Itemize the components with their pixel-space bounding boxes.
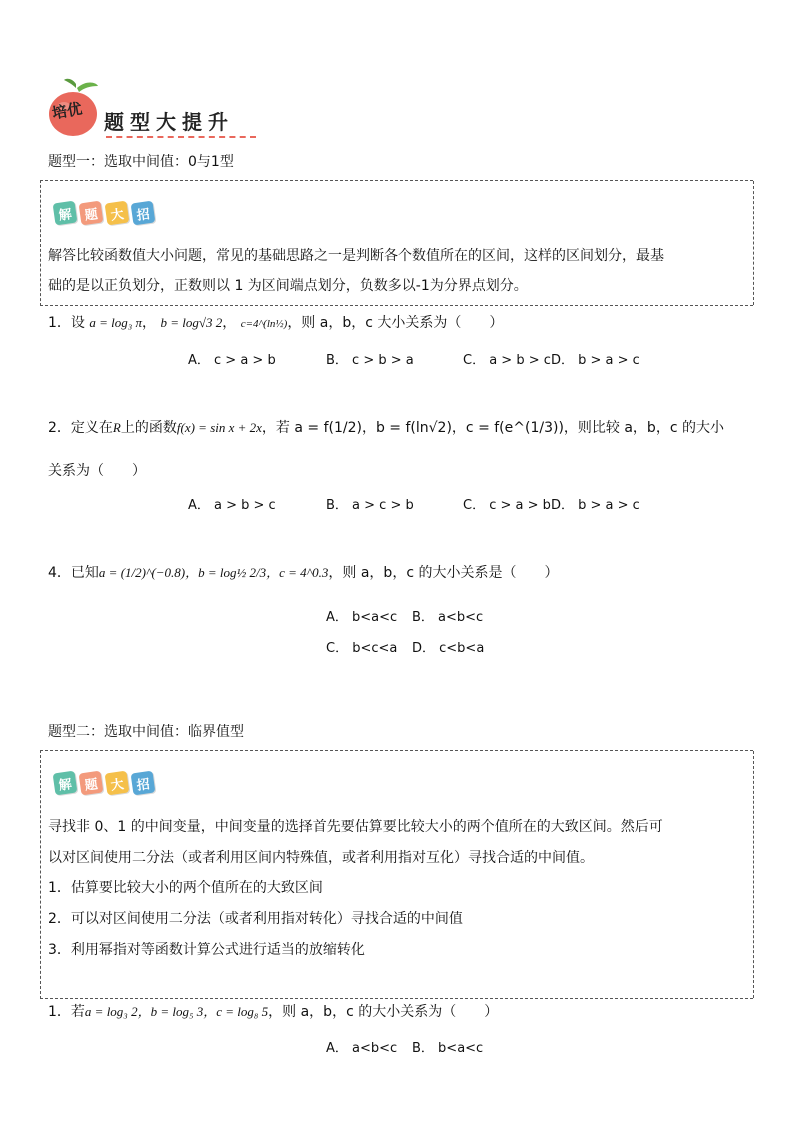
option[interactable]: D． c<b<a — [412, 641, 485, 656]
header — [46, 78, 256, 142]
tip-text: 础的是以正负划分，正数则以 1 为区间端点划分，负数多以-1为分界点划分。 — [48, 278, 528, 294]
badge-char: 大 — [105, 771, 130, 796]
math-expr: f(x) = sin x + 2x — [176, 420, 262, 435]
option[interactable]: C． c > a > b — [463, 498, 551, 513]
question — [48, 563, 558, 583]
question-tail: ，则 a，b，c 大小关系为（ ） — [287, 315, 504, 331]
option[interactable]: A． a > b > c — [188, 498, 276, 513]
option[interactable]: D． b > a > c — [551, 498, 640, 513]
question-text: 2．定义在 — [48, 420, 113, 436]
question: 1．设 a = log₃ π， b = log√3 2， c=4^(ln½)，则 a，b，c 大小关系为（ ） — [48, 315, 504, 331]
tip-item: 3．利用幂指对等函数计算公式进行适当的放缩转化 — [48, 942, 365, 958]
question-text: 4．已知 — [48, 565, 99, 581]
option[interactable]: D． b > a > c — [551, 353, 640, 368]
option[interactable]: B． c > b > a — [326, 353, 414, 368]
badge-char: 解 — [53, 771, 78, 796]
title-underline — [106, 136, 256, 138]
badge-char: 解 — [53, 201, 78, 226]
tip-text: 以对区间使用二分法（或者利用区间内特殊值，或者利用指对互化）寻找合适的中间值。 — [48, 850, 594, 866]
question-text: ，则 a，b，c 的大小关系是（ ） — [328, 565, 559, 581]
option[interactable]: B． a<b<c — [412, 610, 484, 625]
question-number: 1．设 — [48, 315, 85, 331]
option[interactable]: A． c > a > b — [188, 353, 276, 368]
page-title: 题型大提升 — [104, 110, 234, 134]
math-var: R — [112, 420, 121, 435]
math-expr: a = log₃ π — [89, 315, 143, 330]
question — [48, 418, 724, 438]
question-text: 上的函数 — [120, 420, 177, 436]
tip-badge — [54, 202, 154, 224]
tip-item: 1．估算要比较大小的两个值所在的大致区间 — [48, 880, 323, 896]
badge-char: 题 — [79, 201, 104, 226]
option[interactable]: A． a<b<c — [326, 1041, 398, 1056]
badge-char: 招 — [131, 201, 156, 226]
tip-badge — [54, 772, 154, 794]
math-expr: c=4^(ln½) — [240, 318, 288, 330]
option[interactable]: A． b<a<c — [326, 610, 398, 625]
badge-char: 招 — [131, 771, 156, 796]
math-expr: a = (1/2)^(−0.8)，b = log½ 2/3，c = 4^0.3 — [98, 565, 329, 580]
option[interactable]: B． b<a<c — [412, 1041, 484, 1056]
badge-char: 大 — [105, 201, 130, 226]
section-title: 题型一：选取中间值：0与1型 — [48, 154, 234, 170]
question — [48, 1002, 498, 1022]
option[interactable]: B． a > c > b — [326, 498, 414, 513]
tip-item: 2．可以对区间使用二分法（或者利用指对转化）寻找合适的中间值 — [48, 911, 463, 927]
question-text: ，若 a = f(1/2)，b = f(ln√2)，c = f(e^(1/3))，则比较 a，b，c 的大小 — [261, 420, 724, 436]
option[interactable]: C． a > b > c — [463, 353, 551, 368]
math-expr: a = log₃ 2，b = log₅ 3，c = log₈ 5 — [84, 1004, 269, 1019]
math-expr: b = log√3 2 — [160, 315, 223, 330]
tip-text: 解答比较函数值大小问题，常见的基础思路之一是判断各个数值所在的区间，这样的区间划分，最基 — [48, 248, 664, 264]
question-text: ，则 a，b，c 的大小关系为（ ） — [268, 1004, 499, 1020]
badge-char: 题 — [79, 771, 104, 796]
section-title: 题型二：选取中间值：临界值型 — [48, 724, 244, 740]
question-text: 关系为（ ） — [48, 463, 146, 479]
apple-text: 培优 — [50, 99, 84, 123]
option[interactable]: C． b<c<a — [326, 641, 398, 656]
tip-text: 寻找非 0、1 的中间变量，中间变量的选择首先要估算要比较大小的两个值所在的大致区间。然后可 — [48, 819, 663, 835]
question-text: 1．若 — [48, 1004, 85, 1020]
